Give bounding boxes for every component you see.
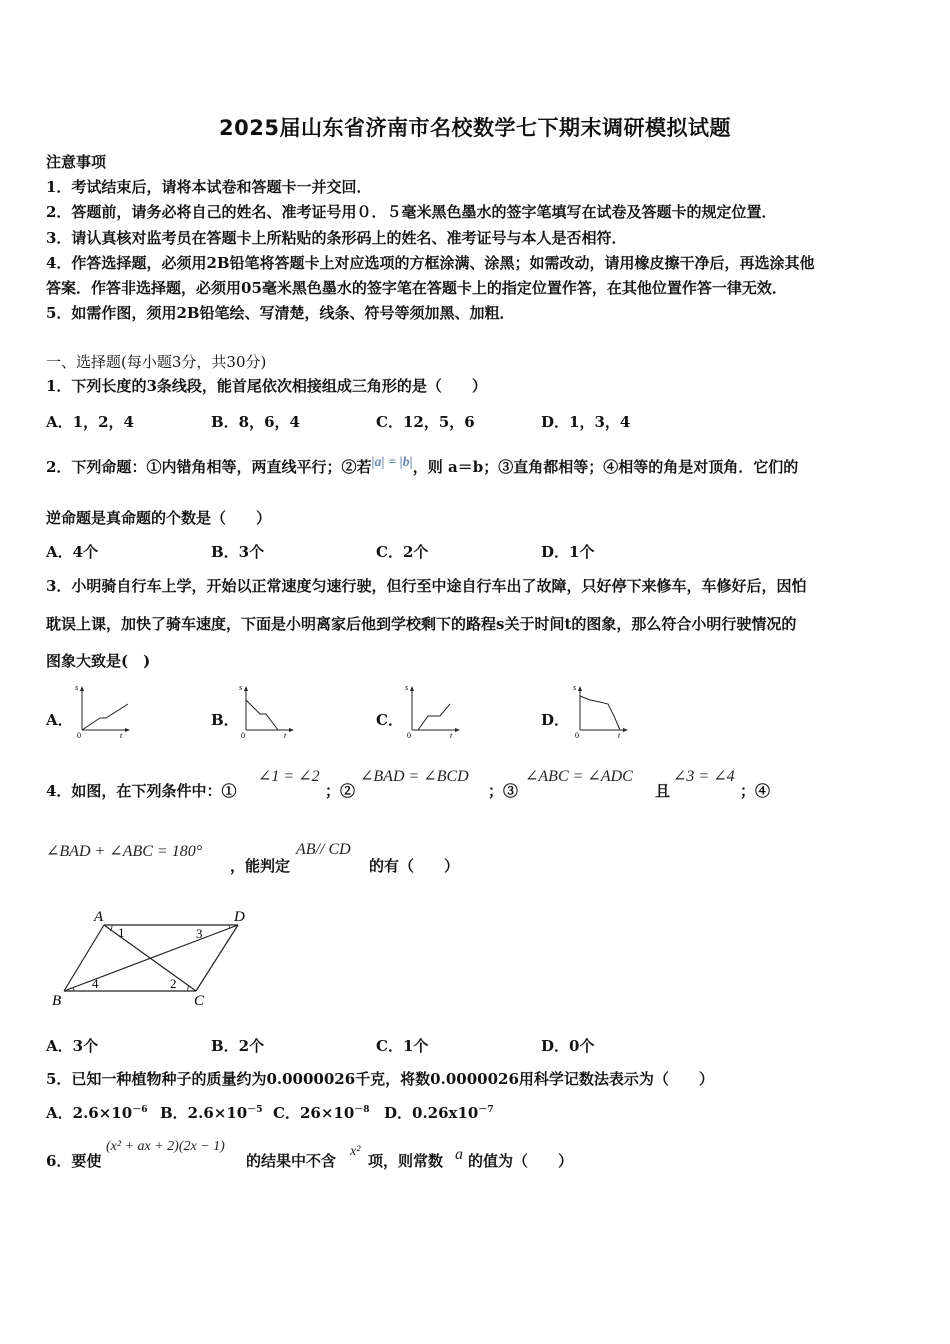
question-3-line: 3．小明骑自行车上学，开始以正常速度匀速行驶，但行至中途自行车出了故障，只好停下来修车，车修好后，因怕 — [46, 577, 807, 595]
axis-label-t: t — [450, 731, 453, 738]
vertex-label-c: C — [194, 993, 205, 1009]
q2-option-a: A．4个 — [46, 543, 99, 561]
q4-condition-1: ∠1 = ∠2 — [258, 768, 320, 785]
q6-expression: (x² + ax + 2)(2x − 1) — [106, 1139, 225, 1154]
notice-item: 答案．作答非选择题，必须用05毫米黑色墨水的签字笔在答题卡上的指定位置作答，在其他位置作答一律无效． — [46, 279, 787, 297]
q4-condition-2: ∠BAD = ∠BCD — [360, 768, 469, 785]
q3-graph-a — [72, 682, 132, 738]
axis-label-s: s — [75, 683, 79, 692]
vertex-label-b: B — [52, 993, 62, 1009]
q3-graph-d — [570, 682, 630, 738]
q6-mid2: 项，则常数 — [368, 1152, 444, 1170]
axis-origin: 0 — [575, 731, 579, 738]
q6-suffix: 的值为（ ） — [468, 1152, 574, 1170]
q6-mid: 的结果中不含 — [246, 1152, 337, 1170]
q1-option-d: D．1，3，4 — [541, 413, 631, 431]
q4-sep-2: ；② — [325, 782, 356, 800]
q4-condition-3b: ∠3 = ∠4 — [673, 768, 735, 785]
q3-option-c: C． — [376, 711, 403, 729]
question-1-stem: 1．下列长度的3条线段，能首尾依次相接组成三角形的是（ ） — [46, 377, 487, 395]
notice-item: 5．如需作图，须用2B铅笔绘、写清楚，线条、符号等须加黑、加粗． — [46, 304, 515, 322]
axis-origin: 0 — [241, 731, 245, 738]
notice-item: 2．答题前，请务必将自己的姓名、准考证号用０．５毫米黑色墨水的签字笔填写在试卷及答题卡的规定位置． — [46, 203, 777, 221]
q4-option-c: C．1个 — [376, 1037, 429, 1055]
q4-option-d: D．0个 — [541, 1037, 595, 1055]
q1-option-b: B．8，6，4 — [211, 413, 300, 431]
q2-option-d: D．1个 — [541, 543, 595, 561]
q5-option-d: D．$0.26x10^{-7}$ — [384, 1104, 494, 1122]
q2-stem-a: 2．下列命题：①内错角相等，两直线平行；②若 — [46, 458, 372, 476]
q1-option-a: A．1，2，4 — [46, 413, 134, 431]
question-3-line: 耽误上课，加快了骑车速度，下面是小明离家后他到学校剩下的路程s关于时间t的图象，那么符合小明行驶情况的 — [46, 615, 797, 633]
angle-label-1: 1 — [118, 925, 125, 940]
q4-condition-3: ∠ABC = ∠ADC — [525, 768, 633, 785]
q5-option-b: B．$2.6\times 10^{-5}$ — [160, 1104, 263, 1122]
axis-label-t: t — [120, 731, 123, 738]
q6-variable: a — [455, 1146, 463, 1163]
q4-sep-4: ；④ — [740, 782, 771, 800]
q1-option-c: C．12，5，6 — [376, 413, 475, 431]
q4-condition-4: ∠BAD + ∠ABC = 180° — [46, 843, 203, 860]
question-3-line: 图象大致是( ) — [46, 652, 151, 670]
section-heading: 一、选择题(每小题3分，共30分) — [46, 353, 267, 371]
q4-parallelogram-figure — [46, 905, 261, 1010]
question-2-stem — [46, 457, 798, 479]
q4-option-a: A．3个 — [46, 1037, 99, 1055]
q6-term: x² — [350, 1144, 361, 1159]
q4-prefix: 4．如图，在下列条件中：① — [46, 782, 237, 800]
q3-graph-b — [236, 682, 296, 738]
q4-sep-3: ；③ — [488, 782, 519, 800]
axis-label-t: t — [618, 731, 621, 738]
q2-option-c: C．2个 — [376, 543, 429, 561]
q3-graph-c — [402, 682, 464, 738]
question-5-stem: 5．已知一种植物种子的质量约为0.0000026千克，将数0.0000026用科学记数法表示为（ ） — [46, 1070, 714, 1088]
q3-option-a: A． — [46, 711, 73, 729]
axis-label-s: s — [405, 683, 409, 692]
angle-label-3: 3 — [196, 926, 203, 941]
axis-label-s: s — [239, 683, 243, 692]
q4-conclusion: AB// CD — [296, 841, 351, 858]
notice-item: 4．作答选择题，必须用2B铅笔将答题卡上对应选项的方框涂满、涂黑；如需改动，请用橡皮擦干净后，再选涂其他 — [46, 254, 815, 272]
notice-item: 1．考试结束后，请将本试卷和答题卡一并交回． — [46, 178, 372, 196]
angle-label-2: 2 — [170, 976, 177, 991]
q2-math-abs: |a| = |b| — [371, 455, 413, 470]
q5-option-c: C．$26\times 10^{-8}$ — [273, 1104, 370, 1122]
q4-option-b: B．2个 — [211, 1037, 265, 1055]
notice-heading: 注意事项 — [46, 153, 107, 171]
vertex-label-a: A — [94, 909, 104, 925]
axis-label-s: s — [573, 683, 577, 692]
axis-label-t: t — [284, 731, 287, 738]
q4-mid: ，能判定 — [230, 857, 291, 875]
question-2-stem-cont: 逆命题是真命题的个数是（ ） — [46, 509, 272, 527]
q3-option-b: B． — [211, 711, 239, 729]
q2-option-b: B．3个 — [211, 543, 265, 561]
q4-and: 且 — [655, 782, 671, 800]
notice-item: 3．请认真核对监考员在答题卡上所粘贴的条形码上的姓名、准考证号与本人是否相符． — [46, 229, 627, 247]
page-title: 2025届山东省济南市名校数学七下期末调研模拟试题 — [219, 116, 731, 140]
axis-origin: 0 — [407, 731, 411, 738]
q3-option-d: D． — [541, 711, 570, 729]
angle-label-4: 4 — [92, 976, 99, 991]
q6-prefix: 6．要使 — [46, 1152, 102, 1170]
q4-suffix: 的有（ ） — [369, 857, 460, 875]
vertex-label-d: D — [234, 909, 245, 925]
q2-stem-b: ，则 a＝b；③直角都相等；④相等的角是对顶角．它们的 — [412, 458, 799, 476]
axis-origin: 0 — [77, 731, 81, 738]
q5-option-a: A．$2.6\times 10^{-6}$ — [46, 1104, 148, 1122]
